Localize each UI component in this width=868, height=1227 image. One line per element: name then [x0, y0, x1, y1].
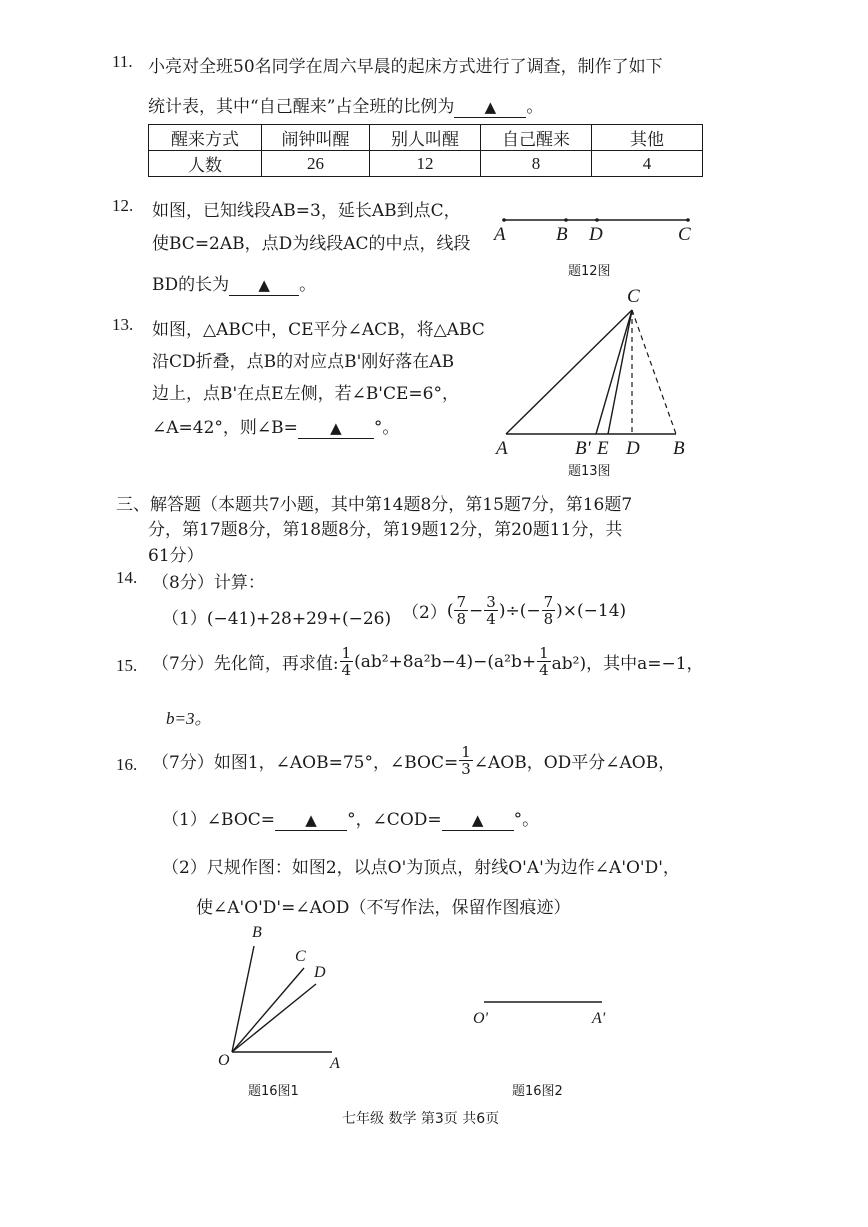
q13-label-b: B [673, 438, 685, 459]
q13-line4: ∠A=42°，则∠B= ▲ °。 [152, 418, 400, 438]
page-footer: 七年级 数学 第3页 共6页 [342, 1111, 500, 1127]
q16-head: （7分）如图1，∠AOB=75°，∠BOC= $\frac{1}{3}$ ∠AOB，OD平分∠AOB， [152, 743, 676, 778]
table-header-cell: 醒来方式 [149, 125, 262, 151]
section3-line2: 分，第17题8分，第18题8分，第19题12分，第20题11分，共 [148, 520, 623, 540]
table-header-cell: 别人叫醒 [370, 125, 481, 151]
q16-fig1-label-d: D [314, 964, 326, 981]
q13-label-d: D [626, 438, 640, 459]
q13-line2: 沿CD折叠，点B的对应点B'刚好落在AB [152, 352, 455, 372]
table-cell: 8 [481, 151, 592, 177]
q13-caption: 题13图 [568, 464, 611, 479]
table-row [149, 151, 703, 177]
section3-line3: 61分） [148, 546, 204, 566]
q13-number: 13. [112, 315, 134, 334]
table-cell: 12 [370, 151, 481, 177]
q12-line1: 如图，已知线段AB=3，延长AB到点C， [152, 201, 461, 221]
q13-line3: 边上，点B'在点E左侧，若∠B'CE=6°， [152, 384, 459, 404]
q12-label-d: D [589, 224, 603, 245]
q13-label-e: E [597, 438, 609, 459]
q16-fig1-label-o: O [218, 1052, 230, 1069]
q13-label-a: A [496, 438, 508, 459]
q16-figure2 [480, 996, 610, 1008]
q15-line1: （7分）先化简，再求值: $\frac{1}{4}$ (ab²+8a²b−4)−(a²b+ $\frac{1}{4}$ ab²)，其中a=−1， [152, 644, 704, 679]
q16-boc-blank[interactable]: ▲ [275, 810, 347, 831]
q11-line2: 统计表，其中“自己醒来”占全班的比例为 ▲ 。 [148, 97, 544, 117]
q16-figure1 [226, 940, 356, 1060]
q13-answer-blank[interactable]: ▲ [298, 418, 374, 439]
table-row [149, 125, 703, 151]
q12-line2: 使BC=2AB，点D为线段AC的中点，线段 [152, 234, 471, 254]
q16-fig2-caption: 题16图2 [512, 1084, 563, 1099]
q12-caption: 题12图 [568, 264, 611, 279]
q11-line1: 小亮对全班50名同学在周六早晨的起床方式进行了调查，制作了如下 [148, 57, 663, 77]
q16-part2-line2: 使∠A'O'D'=∠AOD（不写作法，保留作图痕迹） [196, 898, 571, 918]
q12-answer-blank[interactable]: ▲ [229, 275, 299, 296]
table-cell: 4 [592, 151, 703, 177]
q16-fig1-label-b: B [252, 924, 262, 941]
q16-fig1-caption: 题16图1 [248, 1084, 299, 1099]
q12-line3: BD的长为 ▲ 。 [152, 275, 317, 295]
section3-line1: 三、解答题（本题共7小题，其中第14题8分，第15题7分，第16题7 [116, 495, 633, 515]
table-header-cell: 自己醒来 [481, 125, 592, 151]
q12-label-c: C [678, 224, 691, 245]
q14-part1: （1）(−41)+28+29+(−26) [162, 609, 392, 629]
table-header-cell: 闹钟叫醒 [262, 125, 370, 151]
q13-figure [500, 300, 700, 440]
q13-label-c: C [627, 286, 640, 307]
q15-line2: b=3。 [166, 709, 212, 728]
q16-fig1-label-a: A [330, 1055, 340, 1072]
q16-part1: （1）∠BOC= ▲ °，∠COD= ▲ °。 [162, 810, 540, 830]
q14-part2: （2） ( $\frac{7}{8}$ − $\frac{3}{4}$ )÷(− $\frac{7}{8}$ ) ×(−14) [402, 593, 627, 628]
q12-label-a: A [494, 224, 506, 245]
table-header-cell: 其他 [592, 125, 703, 151]
q12-number: 12. [112, 196, 134, 215]
table-cell: 26 [262, 151, 370, 177]
q11-stats-table [148, 124, 703, 177]
q15-number: 15. [116, 656, 138, 675]
q16-fig2-label-aprime: A' [592, 1010, 606, 1027]
q11-answer-blank[interactable]: ▲ [454, 97, 526, 118]
q16-part2-line1: （2）尺规作图：如图2，以点O'为顶点，射线O'A'为边作∠A'O'D'， [162, 858, 680, 878]
table-cell: 人数 [149, 151, 262, 177]
q13-label-bprime: B' [575, 438, 591, 459]
q16-number: 16. [116, 755, 138, 774]
q11-number: 11. [112, 52, 133, 71]
q16-fig1-label-c: C [295, 948, 306, 965]
q14-head: （8分）计算： [152, 573, 265, 593]
q12-label-b: B [556, 224, 568, 245]
q13-line1: 如图，△ABC中，CE平分∠ACB，将△ABC [152, 320, 485, 340]
q14-number: 14. [116, 568, 138, 587]
q16-cod-blank[interactable]: ▲ [442, 810, 514, 831]
q16-fig2-label-oprime: O' [473, 1010, 488, 1027]
